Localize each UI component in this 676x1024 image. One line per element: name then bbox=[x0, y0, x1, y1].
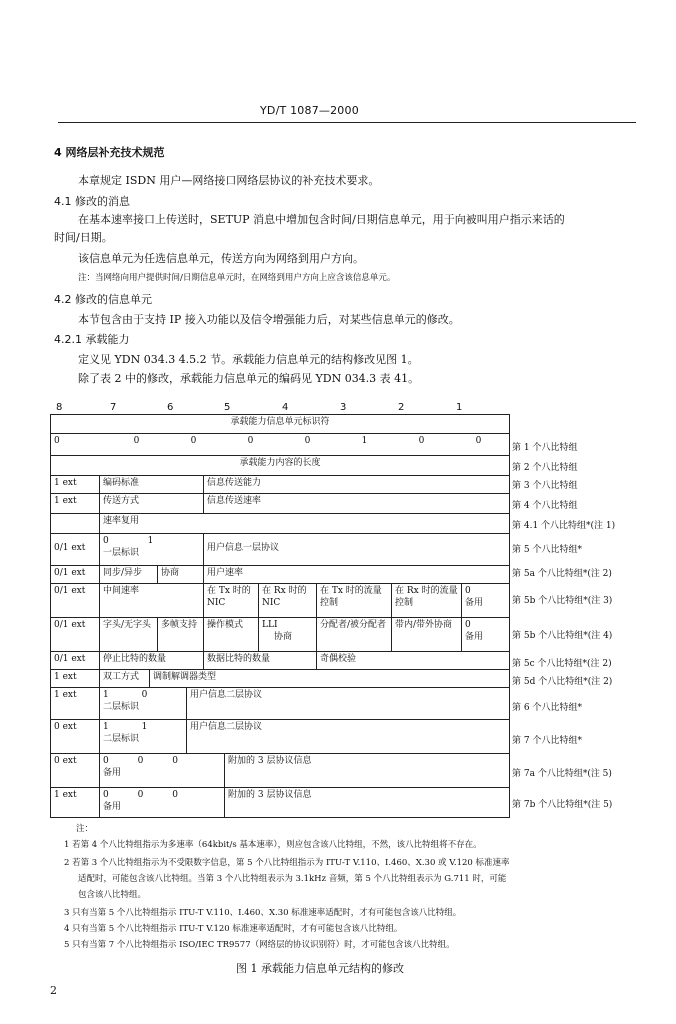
bit-number: 1 bbox=[456, 402, 463, 413]
table-row bbox=[50, 688, 510, 720]
page-header: YD/T 1087—2000 bbox=[260, 104, 359, 117]
octet-label: 第 1 个八比特组 bbox=[512, 443, 578, 453]
bit-value: 0 bbox=[172, 790, 178, 800]
note-item: 包含该八比特组。 bbox=[78, 890, 147, 900]
bit-value: 0 bbox=[141, 690, 148, 700]
table-row bbox=[50, 618, 510, 652]
ext-bit: 0/1 ext bbox=[54, 568, 86, 578]
bit-value: 0 bbox=[418, 436, 425, 446]
bit-value: 0 bbox=[304, 436, 311, 446]
negotiation: 协商 bbox=[157, 566, 203, 583]
spare-label: 备用 bbox=[103, 768, 122, 778]
bit-value: 1 bbox=[103, 722, 109, 732]
s41-note: 注：当网络向用户提供时间/日期信息单元时，在网络到用户方向上应含该信息单元。 bbox=[78, 273, 396, 283]
table-row bbox=[50, 414, 510, 434]
table-row bbox=[50, 494, 510, 514]
content-length: 承载能力内容的长度 bbox=[239, 458, 321, 468]
table-row bbox=[50, 670, 510, 688]
header-no-header: 字头/无字头 bbox=[99, 618, 157, 651]
sync-async: 同步/异步 bbox=[99, 566, 157, 583]
additional-layer3-info: 附加的 3 层协议信息 bbox=[224, 754, 509, 787]
bit-value: 0 bbox=[103, 536, 109, 546]
header-rule bbox=[58, 122, 636, 123]
table-row bbox=[50, 652, 510, 670]
bit-value: 0 bbox=[475, 436, 482, 446]
spare-label: 备用 bbox=[465, 632, 484, 642]
multiframe-support: 多帧支持 bbox=[157, 618, 203, 651]
octet-label: 第 4 个八比特组 bbox=[512, 501, 578, 511]
info-transfer-capability: 信息传送能力 bbox=[203, 476, 509, 493]
subsection-4-2-title: 4.2 修改的信息单元 bbox=[54, 293, 152, 306]
ext-bit: 0/1 ext bbox=[54, 654, 86, 664]
info-transfer-rate: 信息传送速率 bbox=[203, 494, 509, 513]
user-info-layer2: 用户信息二层协议 bbox=[186, 688, 509, 719]
table-row bbox=[50, 566, 510, 584]
bit-value: 0 bbox=[54, 436, 60, 446]
table-row bbox=[50, 456, 510, 476]
octet-label: 第 6 个八比特组* bbox=[512, 703, 582, 713]
bit-value: 1 bbox=[147, 536, 154, 546]
negotiation-label: 协商 bbox=[274, 632, 293, 642]
spare-label: 备用 bbox=[103, 802, 122, 812]
ext-bit: 1 ext bbox=[54, 690, 77, 700]
bit-value: 0 bbox=[190, 436, 197, 446]
ext-bit: 1 ext bbox=[54, 672, 77, 682]
octet-label: 第 7 个八比特组* bbox=[512, 736, 582, 746]
user-rate: 用户速率 bbox=[203, 566, 509, 583]
octet-label: 第 5c 个八比特组*(注 2) bbox=[512, 659, 612, 669]
data-bits: 数据比特的数量 bbox=[203, 652, 316, 669]
coding-standard: 编码标准 bbox=[99, 476, 203, 493]
bit-value: 1 bbox=[361, 436, 368, 446]
spare-cell bbox=[461, 618, 509, 651]
layer-id-label: 一层标识 bbox=[103, 548, 140, 558]
subsection-4-2-1-title: 4.2.1 承载能力 bbox=[54, 333, 130, 346]
ext-bit: 0/1 ext bbox=[54, 543, 86, 553]
octet-label: 第 3 个八比特组 bbox=[512, 481, 578, 491]
note-item: 4 只有当第 5 个八比特组指示 ITU-T V.120 标准速率适配时，才有可能包含该八比特组。 bbox=[64, 924, 403, 934]
layer-id-label: 二层标识 bbox=[103, 734, 140, 744]
nic-tx: 在 Tx 时的 NIC bbox=[203, 584, 258, 617]
table-row bbox=[50, 584, 510, 618]
bit-value: 0 bbox=[465, 620, 471, 630]
spare-bits bbox=[99, 788, 224, 817]
octet-label: 第 5 个八比特组* bbox=[512, 545, 582, 555]
table-row bbox=[50, 754, 510, 788]
subsection-4-1-title: 4.1 修改的消息 bbox=[54, 195, 130, 208]
ext-bit: 0 ext bbox=[54, 722, 77, 732]
bit-number: 8 bbox=[56, 402, 63, 413]
layer1-id bbox=[99, 534, 203, 565]
ext-bit: 0/1 ext bbox=[54, 586, 86, 596]
user-info-layer1: 用户信息一层协议 bbox=[203, 534, 509, 565]
bit-value: 0 bbox=[465, 586, 471, 596]
intermediate-rate: 中间速率 bbox=[99, 584, 203, 617]
octet-label: 第 5b 个八比特组*(注 3) bbox=[512, 596, 613, 606]
user-info-layer2: 用户信息二层协议 bbox=[186, 720, 509, 753]
ext-bit: 1 ext bbox=[54, 496, 77, 506]
octet-label: 第 5d 个八比特组*(注 2) bbox=[512, 677, 613, 687]
octet-label: 第 5a 个八比特组*(注 2) bbox=[512, 569, 612, 579]
stop-bits: 停止比特的数量 bbox=[99, 652, 203, 669]
table-row bbox=[50, 788, 510, 818]
spare-bits bbox=[99, 754, 224, 787]
table-row bbox=[50, 534, 510, 566]
modem-type: 调制解调器类型 bbox=[149, 670, 509, 687]
bit-number: 3 bbox=[340, 402, 347, 413]
bit-value: 0 bbox=[137, 790, 144, 800]
s41-paragraph-2: 该信息单元为任选信息单元，传送方向为网络到用户方向。 bbox=[78, 252, 364, 265]
note-item: 适配时，可能包含该八比特组。当第 3 个八比特组表示为 3.1kHz 音频，第 5 个八比特组表示为 G.711 时，可能 bbox=[78, 874, 507, 884]
layer2-id bbox=[99, 720, 186, 753]
s41-paragraph-1: 在基本速率接口上传送时，SETUP 消息中增加包含时间/日期信息单元，用于向被叫用户指示来话的 bbox=[78, 213, 565, 226]
bit-value: 0 bbox=[103, 790, 109, 800]
ext-bit: 1 ext bbox=[54, 478, 77, 488]
notes-label: 注： bbox=[76, 824, 94, 834]
table-row bbox=[50, 434, 510, 456]
bit-number: 5 bbox=[224, 402, 231, 413]
ext-bit: 0/1 ext bbox=[54, 620, 86, 630]
s41-paragraph-1-cont: 时间/日期。 bbox=[54, 231, 113, 244]
octet-label: 第 7a 个八比特组*(注 5) bbox=[512, 769, 612, 779]
ext-bit: 0 ext bbox=[54, 756, 77, 766]
assignor-assignee: 分配者/被分配者 bbox=[316, 618, 391, 651]
flow-control-rx: 在 Rx 时的流量控制 bbox=[391, 584, 461, 617]
bit-number: 7 bbox=[110, 402, 117, 413]
lli-negotiation bbox=[258, 618, 316, 651]
parity: 奇偶校验 bbox=[316, 652, 509, 669]
mode-of-operation: 操作模式 bbox=[203, 618, 258, 651]
s42-paragraph: 本节包含由于支持 IP 接入功能以及信令增强能力后，对某些信息单元的修改。 bbox=[78, 313, 460, 326]
ext-bit: 1 ext bbox=[54, 790, 77, 800]
ie-identifier: 承载能力信息单元标识符 bbox=[230, 417, 330, 427]
octet-label: 第 4.1 个八比特组*(注 1) bbox=[512, 521, 616, 531]
s421-paragraph-2: 除了表 2 中的修改，承载能力信息单元的编码见 YDN 034.3 表 41。 bbox=[78, 372, 420, 385]
spare-cell bbox=[461, 584, 509, 617]
transfer-mode: 传送方式 bbox=[99, 494, 203, 513]
layer2-id bbox=[99, 688, 186, 719]
section-title: 4 网络层补充技术规范 bbox=[54, 146, 165, 159]
note-item: 2 若第 3 个八比特组指示为不受限数字信息，第 5 个八比特组指示为 ITU-T V.110、I.460、X.30 或 V.120 标准速率 bbox=[64, 858, 510, 868]
duplex-mode: 双工方式 bbox=[99, 670, 149, 687]
bit-value: 0 bbox=[172, 756, 178, 766]
bit-value: 0 bbox=[133, 436, 140, 446]
figure-caption: 图 1 承载能力信息单元结构的修改 bbox=[236, 962, 404, 975]
nic-rx: 在 Rx 时的 NIC bbox=[258, 584, 316, 617]
layer-id-label: 二层标识 bbox=[103, 702, 140, 712]
bit-value: 0 bbox=[137, 756, 144, 766]
octet-label: 第 2 个八比特组 bbox=[512, 463, 578, 473]
bit-value: 1 bbox=[141, 722, 148, 732]
rate-multiplier: 速率复用 bbox=[99, 514, 509, 533]
page-number: 2 bbox=[50, 984, 57, 997]
note-item: 5 只有当第 7 个八比特组指示 ISO/IEC TR9577（网络层的协议识别符）时，才可能包含该八比特组。 bbox=[64, 940, 455, 950]
bit-value: 0 bbox=[247, 436, 254, 446]
bit-number: 2 bbox=[398, 402, 405, 413]
lli-label: LLI bbox=[262, 620, 278, 630]
additional-layer3-info: 附加的 3 层协议信息 bbox=[224, 788, 509, 817]
table-row bbox=[50, 720, 510, 754]
flow-control-tx: 在 Tx 时的流量控制 bbox=[316, 584, 391, 617]
bit-number: 4 bbox=[282, 402, 289, 413]
bit-value: 0 bbox=[103, 756, 109, 766]
octet-label: 第 7b 个八比特组*(注 5) bbox=[512, 800, 613, 810]
spare-label: 备用 bbox=[465, 598, 484, 608]
bit-number: 6 bbox=[167, 402, 174, 413]
s421-paragraph-1: 定义见 YDN 034.3 4.5.2 节。承载能力信息单元的结构修改见图 1。 bbox=[78, 353, 419, 366]
note-item: 1 若第 4 个八比特组指示为多速率（64kbit/s 基本速率），则应包含该八比特组，不然，该八比特组将不存在。 bbox=[64, 840, 482, 850]
table-row bbox=[50, 514, 510, 534]
table-row bbox=[50, 476, 510, 494]
octet-label: 第 5b 个八比特组*(注 4) bbox=[512, 631, 613, 641]
note-item: 3 只有当第 5 个八比特组指示 ITU-T V.110、I.460、X.30 标准速率适配时，才有可能包含该八比特组。 bbox=[64, 908, 462, 918]
intro-paragraph: 本章规定 ISDN 用户—网络接口网络层协议的补充技术要求。 bbox=[78, 174, 380, 187]
bit-value: 1 bbox=[103, 690, 109, 700]
inband-outband: 带内/带外协商 bbox=[391, 618, 461, 651]
